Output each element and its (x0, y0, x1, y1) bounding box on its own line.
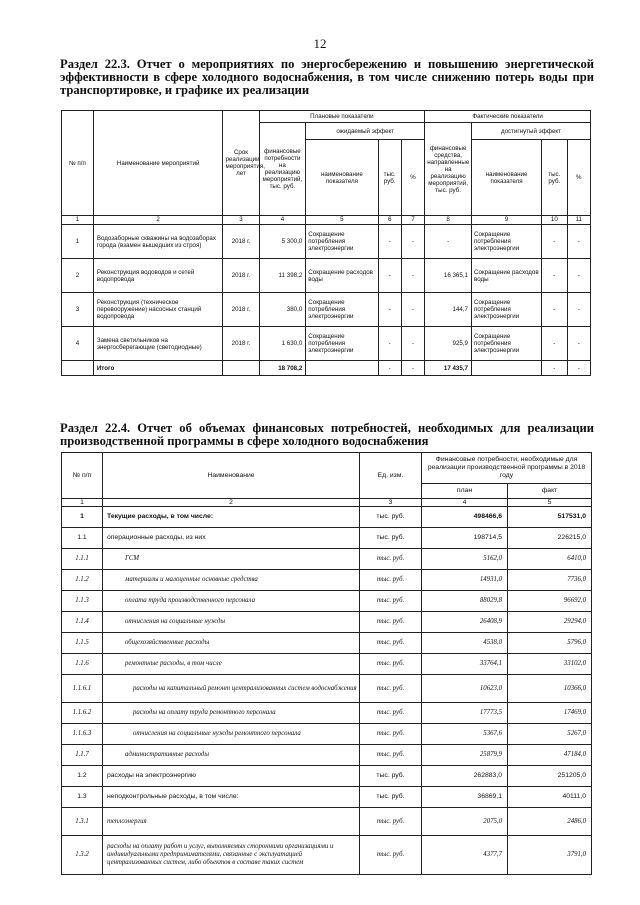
row-name: Реконструкция водоводов и сетей водопровода (93, 259, 223, 293)
finance-header: Финансовые потребности, необходимые для реализации производственной программы в 2018 году (422, 453, 592, 484)
row-plan: 25879,9 (422, 745, 508, 766)
table-row (62, 549, 592, 570)
row-num: 1.1.2 (62, 570, 103, 591)
row-fact: 251205,0 (508, 766, 592, 787)
row-num: 1.1.1 (62, 549, 103, 570)
total-empty (306, 361, 378, 376)
row-unit: тыс. руб. (360, 591, 422, 612)
section-22-4-title: Раздел 22.4. Отчет об объемах финансовых потребностей, необходимых для реализации производственной программы в сфере холодного водоснабжения (60, 421, 594, 448)
table-row (62, 766, 592, 787)
row-name: административные расходы (103, 745, 360, 766)
measures-table (61, 110, 591, 376)
row-num: 1.3 (62, 787, 103, 808)
index-cell: 1 (62, 499, 103, 507)
row-num: 3 (62, 293, 94, 327)
table-row (62, 787, 592, 808)
total-plan-sum: 18 708,2 (259, 361, 306, 376)
row-unit: тыс. руб. (360, 724, 422, 745)
plan-indicator-header: наименование показателя (306, 140, 378, 216)
index-cell: 3 (223, 216, 259, 225)
row-num: 4 (62, 327, 94, 361)
fact-pct-header: % (567, 140, 590, 216)
row-plan-sum: 5 300,0 (259, 225, 306, 259)
row-num: 1.1.6 (62, 654, 103, 675)
index-cell: 3 (360, 499, 422, 507)
col-num-header: № п/п (62, 111, 94, 216)
index-cell: 5 (306, 216, 378, 225)
row-fact: 7736,0 (508, 570, 592, 591)
row-unit: тыс. руб. (360, 787, 422, 808)
row-plan-sum: 1 630,0 (259, 327, 306, 361)
total-dash: - (542, 361, 567, 376)
index-cell: 1 (62, 216, 94, 225)
col-name-header: Наименование мероприятий (93, 111, 223, 216)
row-plan-pct: - (401, 327, 424, 361)
row-num: 2 (62, 259, 94, 293)
row-fact: 33102,0 (508, 654, 592, 675)
col-num-header: № п/п (62, 453, 103, 499)
plan-pct-header: % (401, 140, 424, 216)
row-unit: тыс. руб. (360, 549, 422, 570)
row-fact: 40111,0 (508, 787, 592, 808)
row-fact: 17469,0 (508, 703, 592, 724)
table-row (62, 633, 592, 654)
row-plan-pct: - (401, 293, 424, 327)
row-fact: 47184,0 (508, 745, 592, 766)
row-unit: тыс. руб. (360, 703, 422, 724)
row-fact: 96692,0 (508, 591, 592, 612)
row-num: 1 (62, 507, 103, 528)
total-dash: - (378, 361, 401, 376)
row-unit: тыс. руб. (360, 612, 422, 633)
row-name: теплоэнергия (103, 808, 360, 836)
row-fact-effect: Сокращение потребления электроэнергии (471, 293, 541, 327)
table-row (62, 836, 592, 875)
row-name: Текущие расходы, в том числе: (103, 507, 360, 528)
row-unit: тыс. руб. (360, 507, 422, 528)
row-plan: 5367,6 (422, 724, 508, 745)
table-row (62, 724, 592, 745)
row-unit: тыс. руб. (360, 528, 422, 549)
table-row (62, 808, 592, 836)
row-name: расходы на оплату работ и услуг, выполняемых сторонними организациями и индивидуальными предпринимателями, связанные с эксплуатацией централизованных систем, либо объектов в составе таких систем (103, 836, 360, 875)
row-plan: 88029,8 (422, 591, 508, 612)
row-fact: 517531,0 (508, 507, 592, 528)
row-name: Водозаборные скважины на водозаборах города (взамен вышедших из строя) (93, 225, 223, 259)
row-name: общехозяйственные расходы (103, 633, 360, 654)
total-empty (62, 361, 94, 376)
row-name: ГСМ (103, 549, 360, 570)
total-fact-sum: 17 435,7 (425, 361, 472, 376)
row-fact-pct: - (567, 225, 590, 259)
row-num: 1.1.5 (62, 633, 103, 654)
page-number: 12 (313, 36, 327, 51)
row-unit: тыс. руб. (360, 808, 422, 836)
row-name: расходы на оплату труда ремонтного персонала (103, 703, 360, 724)
row-fact-rub: - (542, 293, 567, 327)
row-plan: 262883,0 (422, 766, 508, 787)
row-fact-sum: 925,9 (425, 327, 472, 361)
index-cell: 4 (259, 216, 306, 225)
index-cell: 2 (93, 216, 223, 225)
row-name: операционные расходы, из них (103, 528, 360, 549)
fact-indicator-header: наименование показателя (471, 140, 541, 216)
index-cell: 4 (422, 499, 508, 507)
index-row (62, 216, 591, 225)
fact-rub-header: тыс. руб. (542, 140, 567, 216)
row-fact: 10366,0 (508, 675, 592, 703)
row-name: расходы на капитальный ремонт централизованных систем водоснабжения (103, 675, 360, 703)
row-plan: 498466,6 (422, 507, 508, 528)
row-fact-rub: - (542, 225, 567, 259)
row-unit: тыс. руб. (360, 654, 422, 675)
row-fact-effect: Сокращение потребления электроэнергии (471, 225, 541, 259)
row-unit: тыс. руб. (360, 633, 422, 654)
row-plan-rub: - (378, 225, 401, 259)
row-plan: 10623,0 (422, 675, 508, 703)
row-plan: 17773,5 (422, 703, 508, 724)
total-dash: - (401, 361, 424, 376)
row-fact-pct: - (567, 259, 590, 293)
total-label: Итого (93, 361, 223, 376)
index-cell: 5 (508, 499, 592, 507)
table-row (62, 507, 592, 528)
row-num: 1.2 (62, 766, 103, 787)
row-fact-sum: 144,7 (425, 293, 472, 327)
row-fact-effect: Сокращение расходов воды (471, 259, 541, 293)
table-row (62, 225, 591, 259)
row-num: 1.3.1 (62, 808, 103, 836)
row-fact: 226215,0 (508, 528, 592, 549)
row-term: 2018 г. (223, 293, 259, 327)
row-plan: 198714,5 (422, 528, 508, 549)
table-row (62, 570, 592, 591)
section-22-3-title: Раздел 22.3. Отчет о мероприятиях по энергосбережению и повышению энергетической эффективности в сфере холодного водоснабжения, в том числе снижению потерь воды при транспортировке, и графике их реализации (60, 57, 594, 97)
row-fact-rub: - (542, 327, 567, 361)
table-row (62, 293, 591, 327)
row-plan: 36869,1 (422, 787, 508, 808)
row-num: 1.1.4 (62, 612, 103, 633)
row-fact: 3791,0 (508, 836, 592, 875)
plan-rub-header: тыс. руб. (378, 140, 401, 216)
row-name: материалы и малоценные основные средства (103, 570, 360, 591)
row-name: Замена светильников на энергосберегающие (светодиодные) (93, 327, 223, 361)
row-plan-effect: Сокращение потребления электроэнергии (306, 293, 378, 327)
row-num: 1.1.6.3 (62, 724, 103, 745)
row-plan-sum: 11 398,2 (259, 259, 306, 293)
table-row (62, 745, 592, 766)
table-row (62, 703, 592, 724)
total-dash: - (567, 361, 590, 376)
row-plan-pct: - (401, 225, 424, 259)
fact-header: факт (508, 484, 592, 499)
row-plan: 4377,7 (422, 836, 508, 875)
table-row (62, 612, 592, 633)
row-unit: тыс. руб. (360, 745, 422, 766)
row-name: неподконтрольные расходы, в том числе: (103, 787, 360, 808)
row-plan-rub: - (378, 327, 401, 361)
row-name: оплата труда производственного персонала (103, 591, 360, 612)
row-fact-pct: - (567, 327, 590, 361)
col-unit-header: Ед. изм. (360, 453, 422, 499)
index-cell: 11 (567, 216, 590, 225)
row-num: 1.1.6.2 (62, 703, 103, 724)
total-empty (471, 361, 541, 376)
row-plan-effect: Сокращение потребления электроэнергии (306, 327, 378, 361)
total-empty (223, 361, 259, 376)
row-term: 2018 г. (223, 225, 259, 259)
row-fact-rub: - (542, 259, 567, 293)
row-plan-effect: Сокращение потребления электроэнергии (306, 225, 378, 259)
row-plan: 2075,0 (422, 808, 508, 836)
row-plan-rub: - (378, 293, 401, 327)
row-term: 2018 г. (223, 259, 259, 293)
index-cell: 10 (542, 216, 567, 225)
expected-effect-header: ожидаемый эффект (306, 123, 425, 140)
row-name: отчисления на социальные нужды ремонтного персонала (103, 724, 360, 745)
row-fact-pct: - (567, 293, 590, 327)
row-plan: 14931,0 (422, 570, 508, 591)
row-num: 1 (62, 225, 94, 259)
finance-table (61, 452, 592, 875)
row-plan: 5162,0 (422, 549, 508, 570)
row-plan-rub: - (378, 259, 401, 293)
achieved-effect-header: достигнутый эффект (471, 123, 590, 140)
plan-finance-header: финансовые потребности на реализацию мероприятий, тыс. руб. (259, 123, 306, 216)
row-fact: 5796,0 (508, 633, 592, 654)
row-fact-sum: - (425, 225, 472, 259)
row-num: 1.1.3 (62, 591, 103, 612)
row-unit: тыс. руб. (360, 766, 422, 787)
plan-header: план (422, 484, 508, 499)
row-plan-effect: Сокращение расходов воды (306, 259, 378, 293)
table-row (62, 259, 591, 293)
table-row (62, 591, 592, 612)
col-name-header: Наименование (103, 453, 360, 499)
planned-header: Плановые показатели (259, 111, 425, 123)
index-cell: 7 (401, 216, 424, 225)
row-fact: 2486,0 (508, 808, 592, 836)
row-unit: тыс. руб. (360, 570, 422, 591)
col-term-header: Срок реализации мероприятия, лет (223, 111, 259, 216)
row-term: 2018 г. (223, 327, 259, 361)
index-cell: 9 (471, 216, 541, 225)
index-cell: 2 (103, 499, 360, 507)
index-row (62, 499, 592, 507)
table-row (62, 675, 592, 703)
actual-header: Фактические показатели (425, 111, 591, 123)
index-cell: 6 (378, 216, 401, 225)
table-row (62, 327, 591, 361)
row-plan-pct: - (401, 259, 424, 293)
total-row (62, 361, 591, 376)
row-plan-sum: 380,0 (259, 293, 306, 327)
row-num: 1.1 (62, 528, 103, 549)
row-plan: 33764,1 (422, 654, 508, 675)
row-fact: 6410,0 (508, 549, 592, 570)
row-unit: тыс. руб. (360, 836, 422, 875)
row-num: 1.3.2 (62, 836, 103, 875)
row-name: ремонтные расходы, в том числе (103, 654, 360, 675)
row-num: 1.1.6.1 (62, 675, 103, 703)
row-num: 1.1.7 (62, 745, 103, 766)
index-cell: 8 (425, 216, 472, 225)
row-fact-effect: Сокращение потребления электроэнергии (471, 327, 541, 361)
row-name: расходы на электроэнергию (103, 766, 360, 787)
row-unit: тыс. руб. (360, 675, 422, 703)
row-name: Реконструкция (техническое перевооружение) насосных станций водопровода (93, 293, 223, 327)
fact-finance-header: финансовые средства, направленные на реализацию мероприятий, тыс. руб. (425, 123, 472, 216)
table-row (62, 654, 592, 675)
table-row (62, 528, 592, 549)
row-plan: 4538,0 (422, 633, 508, 654)
row-fact: 5267,0 (508, 724, 592, 745)
row-name: отчисления на социальные нужды (103, 612, 360, 633)
row-fact-sum: 16 365,1 (425, 259, 472, 293)
row-plan: 26408,9 (422, 612, 508, 633)
row-fact: 29294,0 (508, 612, 592, 633)
